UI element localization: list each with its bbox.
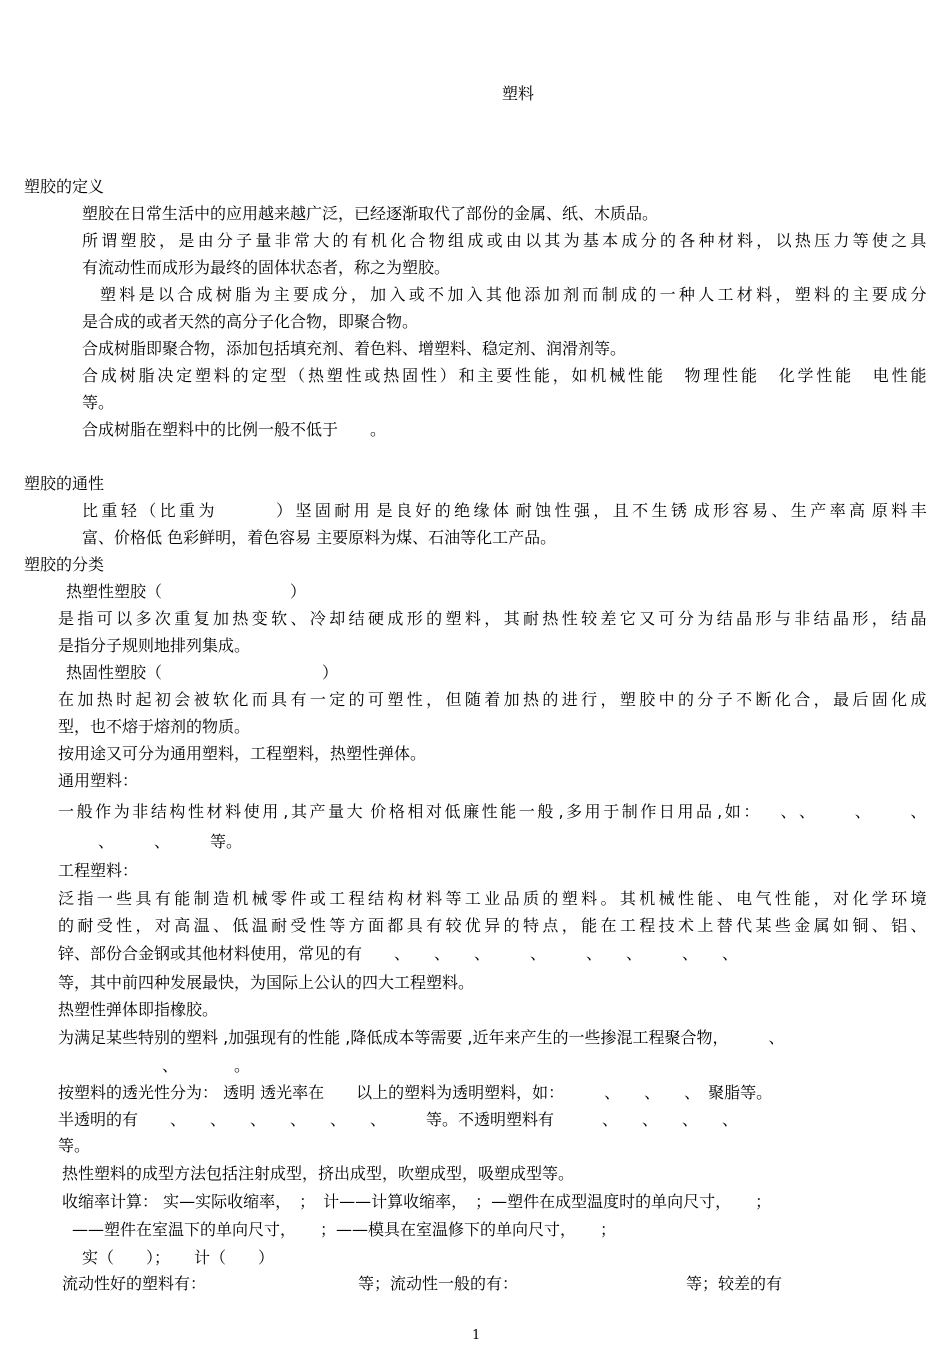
paragraph-line: 按用途又可分为通用塑料，工程塑料，热塑性弹体。 xyxy=(58,744,427,763)
paragraph-line: 合 成 树 脂 决 定 塑 料 的 定 型 （ 热 塑 性 或 热 固 性 ） 和 主 要 性 能 ， 如 机 械 性 能 物 理 性 能 化 学 性 能 电 性 能 xyxy=(82,366,927,385)
paragraph-line: 、 。 xyxy=(82,1056,251,1075)
formula-line: 实（ ）； 计（ ） xyxy=(82,1248,275,1267)
paragraph-line: 比 重 轻 （ 比 重 为 ） 坚 固 耐 用 是 良 好 的 绝 缘 体 耐 蚀 性 强 ， 且 不 生 锈 成 形 容 易 、 生 产 率 高 原 料 丰 xyxy=(82,501,927,520)
paragraph-line: 锌、部份合金钢或其他材料使用，常见的有 、 、 、 、 、 、 、 、 xyxy=(58,944,739,963)
paragraph-line: 是合成的或者天然的高分子化合物，即聚合物。 xyxy=(82,312,419,331)
paragraph-line: 型，也不熔于熔剂的物质。 xyxy=(58,717,251,736)
paragraph-line: 等。 xyxy=(82,393,115,412)
paragraph-line: 为满足某些特别的塑料 ,加强现有的性能 ,降低成本等需要 ,近年来产生的一些掺混工程聚合物， 、 xyxy=(58,1028,785,1047)
paragraph-line: 是指分子规则地排列集成。 xyxy=(58,636,251,655)
subheading-general-plastics: 通用塑料： xyxy=(58,771,139,790)
paragraph-line: 等。 xyxy=(58,1136,91,1155)
section-heading-common: 塑胶的通性 xyxy=(24,474,105,493)
subheading-thermoset: 热固性塑胶（ ） xyxy=(66,663,339,682)
paragraph-line: 、 、 等。 xyxy=(82,832,243,851)
paragraph-line: 合成树脂即聚合物，添加包括填充剂、着色料、增塑料、稳定剂、润滑剂等。 xyxy=(82,339,627,358)
subheading-thermoplastic: 热塑性塑胶（ ） xyxy=(66,582,307,601)
section-heading-definition: 塑胶的定义 xyxy=(24,177,105,196)
paragraph-line: 的 耐 受 性 ， 对 高 温 、 低 温 耐 受 性 等 方 面 都 具 有 较 优 异 的 特 点 ， 能 在 工 程 技 术 上 替 代 某 些 金 属 如 铜 、 铝 、 xyxy=(58,916,927,935)
paragraph-line: 一 般 作 为 非 结 构 性 材 料 使 用 , 其 产 量 大 价 格 相 对 低 廉 性 能 一 般 , 多 用 于 制 作 日 用 品 , 如 ： 、 、 、 、 xyxy=(58,802,927,821)
subheading-engineering-plastics: 工程塑料： xyxy=(58,861,139,880)
paragraph-line: 在 加 热 时 起 初 会 被 软 化 而 具 有 一 定 的 可 塑 性 ， 但 随 着 加 热 的 进 行 ， 塑 胶 中 的 分 子 不 断 化 合 ， 最 后 固 化 成 xyxy=(58,690,927,709)
paragraph-line: ——塑件在室温下的单向尺寸， ；——模具在室温修下的单向尺寸， ； xyxy=(72,1220,617,1239)
paragraph-line: 塑 料 是 以 合 成 树 脂 为 主 要 成 分 ， 加 入 或 不 加 入 其 他 添 加 剂 而 制 成 的 一 种 人 工 材 料 ， 塑 料 的 主 要 成 分 xyxy=(100,285,927,304)
paragraph-line: 热塑性弹体即指橡胶。 xyxy=(58,1000,219,1019)
paragraph-line: 富、价格低 色彩鲜明，着色容易 主要原料为煤、石油等化工产品。 xyxy=(82,528,557,547)
paragraph-line: 有流动性而成形为最终的固体状态者，称之为塑胶。 xyxy=(82,258,451,277)
page-number: 1 xyxy=(472,1328,481,1343)
paragraph-line: 按塑料的透光性分为： 透明 透光率在 以上的塑料为透明塑料，如： 、 、 、 聚脂等。 xyxy=(58,1083,773,1102)
paragraph-line: 塑胶在日常生活中的应用越来越广泛，已经逐渐取代了部份的金属、纸、木质品。 xyxy=(82,204,659,223)
paragraph-line: 合成树脂在塑料中的比例一般不低于 。 xyxy=(82,420,387,439)
paragraph-line: 收缩率计算： 实—实际收缩率， ； 计——计算收缩率， ；—塑件在成型温度时的单向尺寸， ； xyxy=(62,1192,772,1211)
paragraph-line: 是 指 可 以 多 次 重 复 加 热 变 软 、 冷 却 结 硬 成 形 的 塑 料 ， 其 耐 热 性 较 差 它 又 可 分 为 结 晶 形 与 非 结 晶 形 ， 结 晶 xyxy=(58,609,927,628)
section-heading-classification: 塑胶的分类 xyxy=(24,555,105,574)
paragraph-line: 流动性好的塑料有： 等；流动性一般的有： 等；较差的有 xyxy=(62,1274,783,1293)
paragraph-line: 热性塑料的成型方法包括注射成型，挤出成型，吹塑成型，吸塑成型等。 xyxy=(62,1164,575,1183)
paragraph-line: 所 谓 塑 胶 ， 是 由 分 子 量 非 常 大 的 有 机 化 合 物 组 成 或 由 以 其 为 基 本 成 分 的 各 种 材 料 ， 以 热 压 力 等 使 之 具 xyxy=(82,231,927,250)
paragraph-line: 半透明的有 、 、 、 、 、 、 等。不透明塑料有 、 、 、 、 xyxy=(58,1110,739,1129)
paragraph-line: 泛 指 一 些 具 有 能 制 造 机 械 零 件 或 工 程 结 构 材 料 等 工 业 品 质 的 塑 料 。 其 机 械 性 能 、 电 气 性 能 ， 对 化 学 环 境 xyxy=(58,889,927,908)
paragraph-line: 等，其中前四种发展最快，为国际上公认的四大工程塑料。 xyxy=(58,973,475,992)
document-title: 塑料 xyxy=(502,84,535,103)
